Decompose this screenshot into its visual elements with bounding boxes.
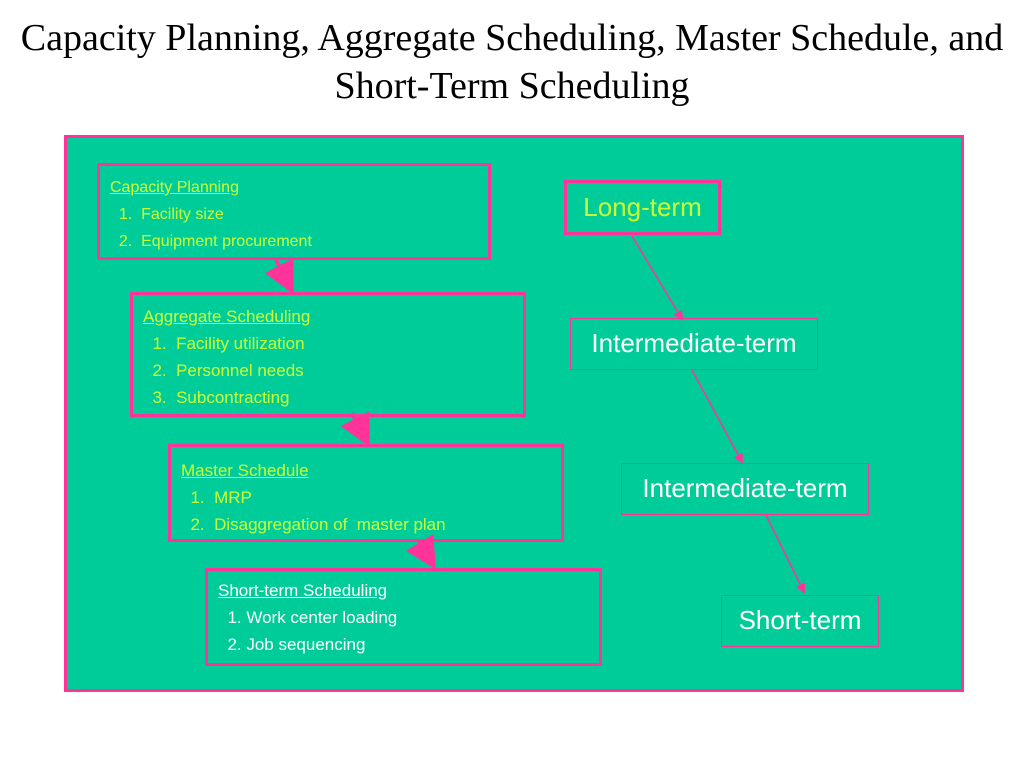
slide-title: Capacity Planning, Aggregate Scheduling, Master Schedule, and Short-Term Scheduling (20, 17, 1004, 107)
aggregate-scheduling-box (130, 292, 526, 417)
short-term-label: Short-term (721, 595, 879, 647)
capacity-planning-box (97, 163, 491, 260)
short-term-scheduling-item-2: 2. Job sequencing (218, 635, 366, 654)
short-term-scheduling-box (205, 568, 602, 666)
short-term-scheduling-heading: Short-term Scheduling (218, 581, 388, 600)
capacity-planning-item-2: 2. Equipment procurement (110, 233, 312, 250)
capacity-planning-heading: Capacity Planning (110, 179, 239, 196)
intermediate-term-label-1: Intermediate-term (570, 318, 818, 370)
long-term-label: Long-term (564, 180, 721, 235)
capacity-planning-item-1: 1. Facility size (110, 206, 224, 223)
diagram-panel (64, 135, 964, 692)
master-schedule-heading: Master Schedule (181, 461, 309, 480)
aggregate-scheduling-item-3: 3. Subcontracting (143, 388, 290, 407)
intermediate-term-label-2: Intermediate-term (621, 463, 869, 515)
aggregate-scheduling-heading: Aggregate Scheduling (143, 307, 311, 326)
aggregate-scheduling-item-2: 2. Personnel needs (143, 361, 304, 380)
short-term-scheduling-item-1: 1. Work center loading (218, 608, 398, 627)
master-schedule-item-2: 2. Disaggregation of master plan (181, 515, 446, 534)
master-schedule-item-1: 1. MRP (181, 488, 252, 507)
aggregate-scheduling-item-1: 1. Facility utilization (143, 334, 305, 353)
master-schedule-box (168, 444, 564, 542)
